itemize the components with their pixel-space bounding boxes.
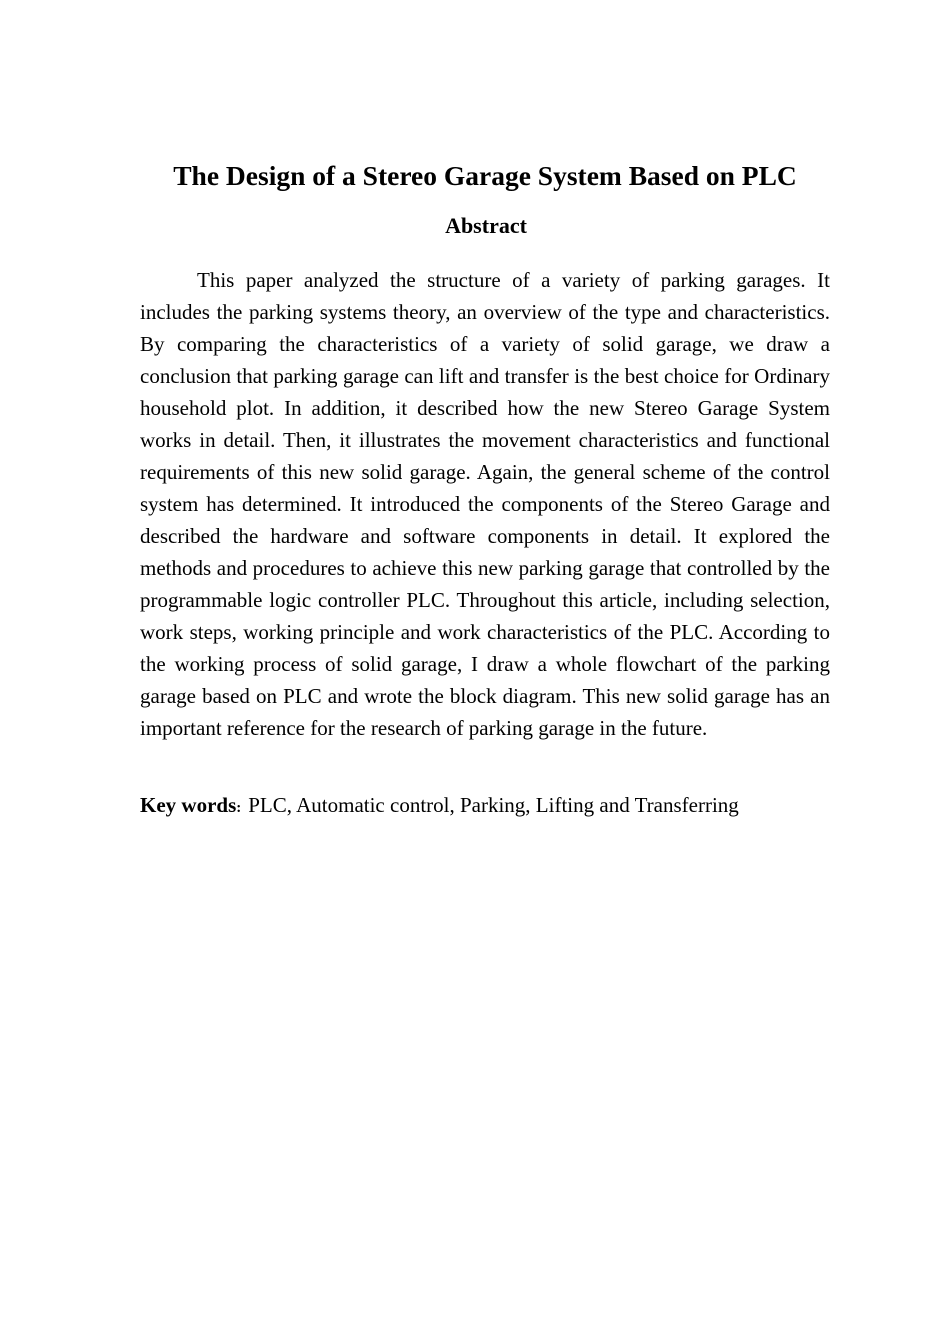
keywords-colon: : xyxy=(236,800,242,816)
keywords-line xyxy=(140,789,830,824)
page-title: The Design of a Stereo Garage System Based on PLC xyxy=(173,160,797,191)
abstract-paragraph: This paper analyzed the structure of a variety of parking garages. It includes the parking systems theory, an overview of the type and characteristics. By comparing the characteristics of a variety of solid garage, we draw a conclusion that parking garage can lift and transfer is the best choice for Ordinary household plot. In addition, it described how the new Stereo Garage System works in detail. Then, it illustrates the movement characteristics and functional requirements of this new solid garage. Again, the general scheme of the control system has determined. It introduced the components of the Stereo Garage and described the hardware and software components in detail. It explored the methods and procedures to achieve this new parking garage that controlled by the programmable logic controller PLC. Throughout this article, including selection, work steps, working principle and work characteristics of the PLC. According to the working process of solid garage, I draw a whole flowchart of the parking garage based on PLC and wrote the block diagram. This new solid garage has an important reference for the research of parking garage in the future. xyxy=(140,268,830,740)
keywords-label: Key words xyxy=(140,793,237,817)
abstract-heading: Abstract xyxy=(445,213,527,238)
keywords-text: PLC, Automatic control, Parking, Lifting and Transferring xyxy=(248,793,739,817)
